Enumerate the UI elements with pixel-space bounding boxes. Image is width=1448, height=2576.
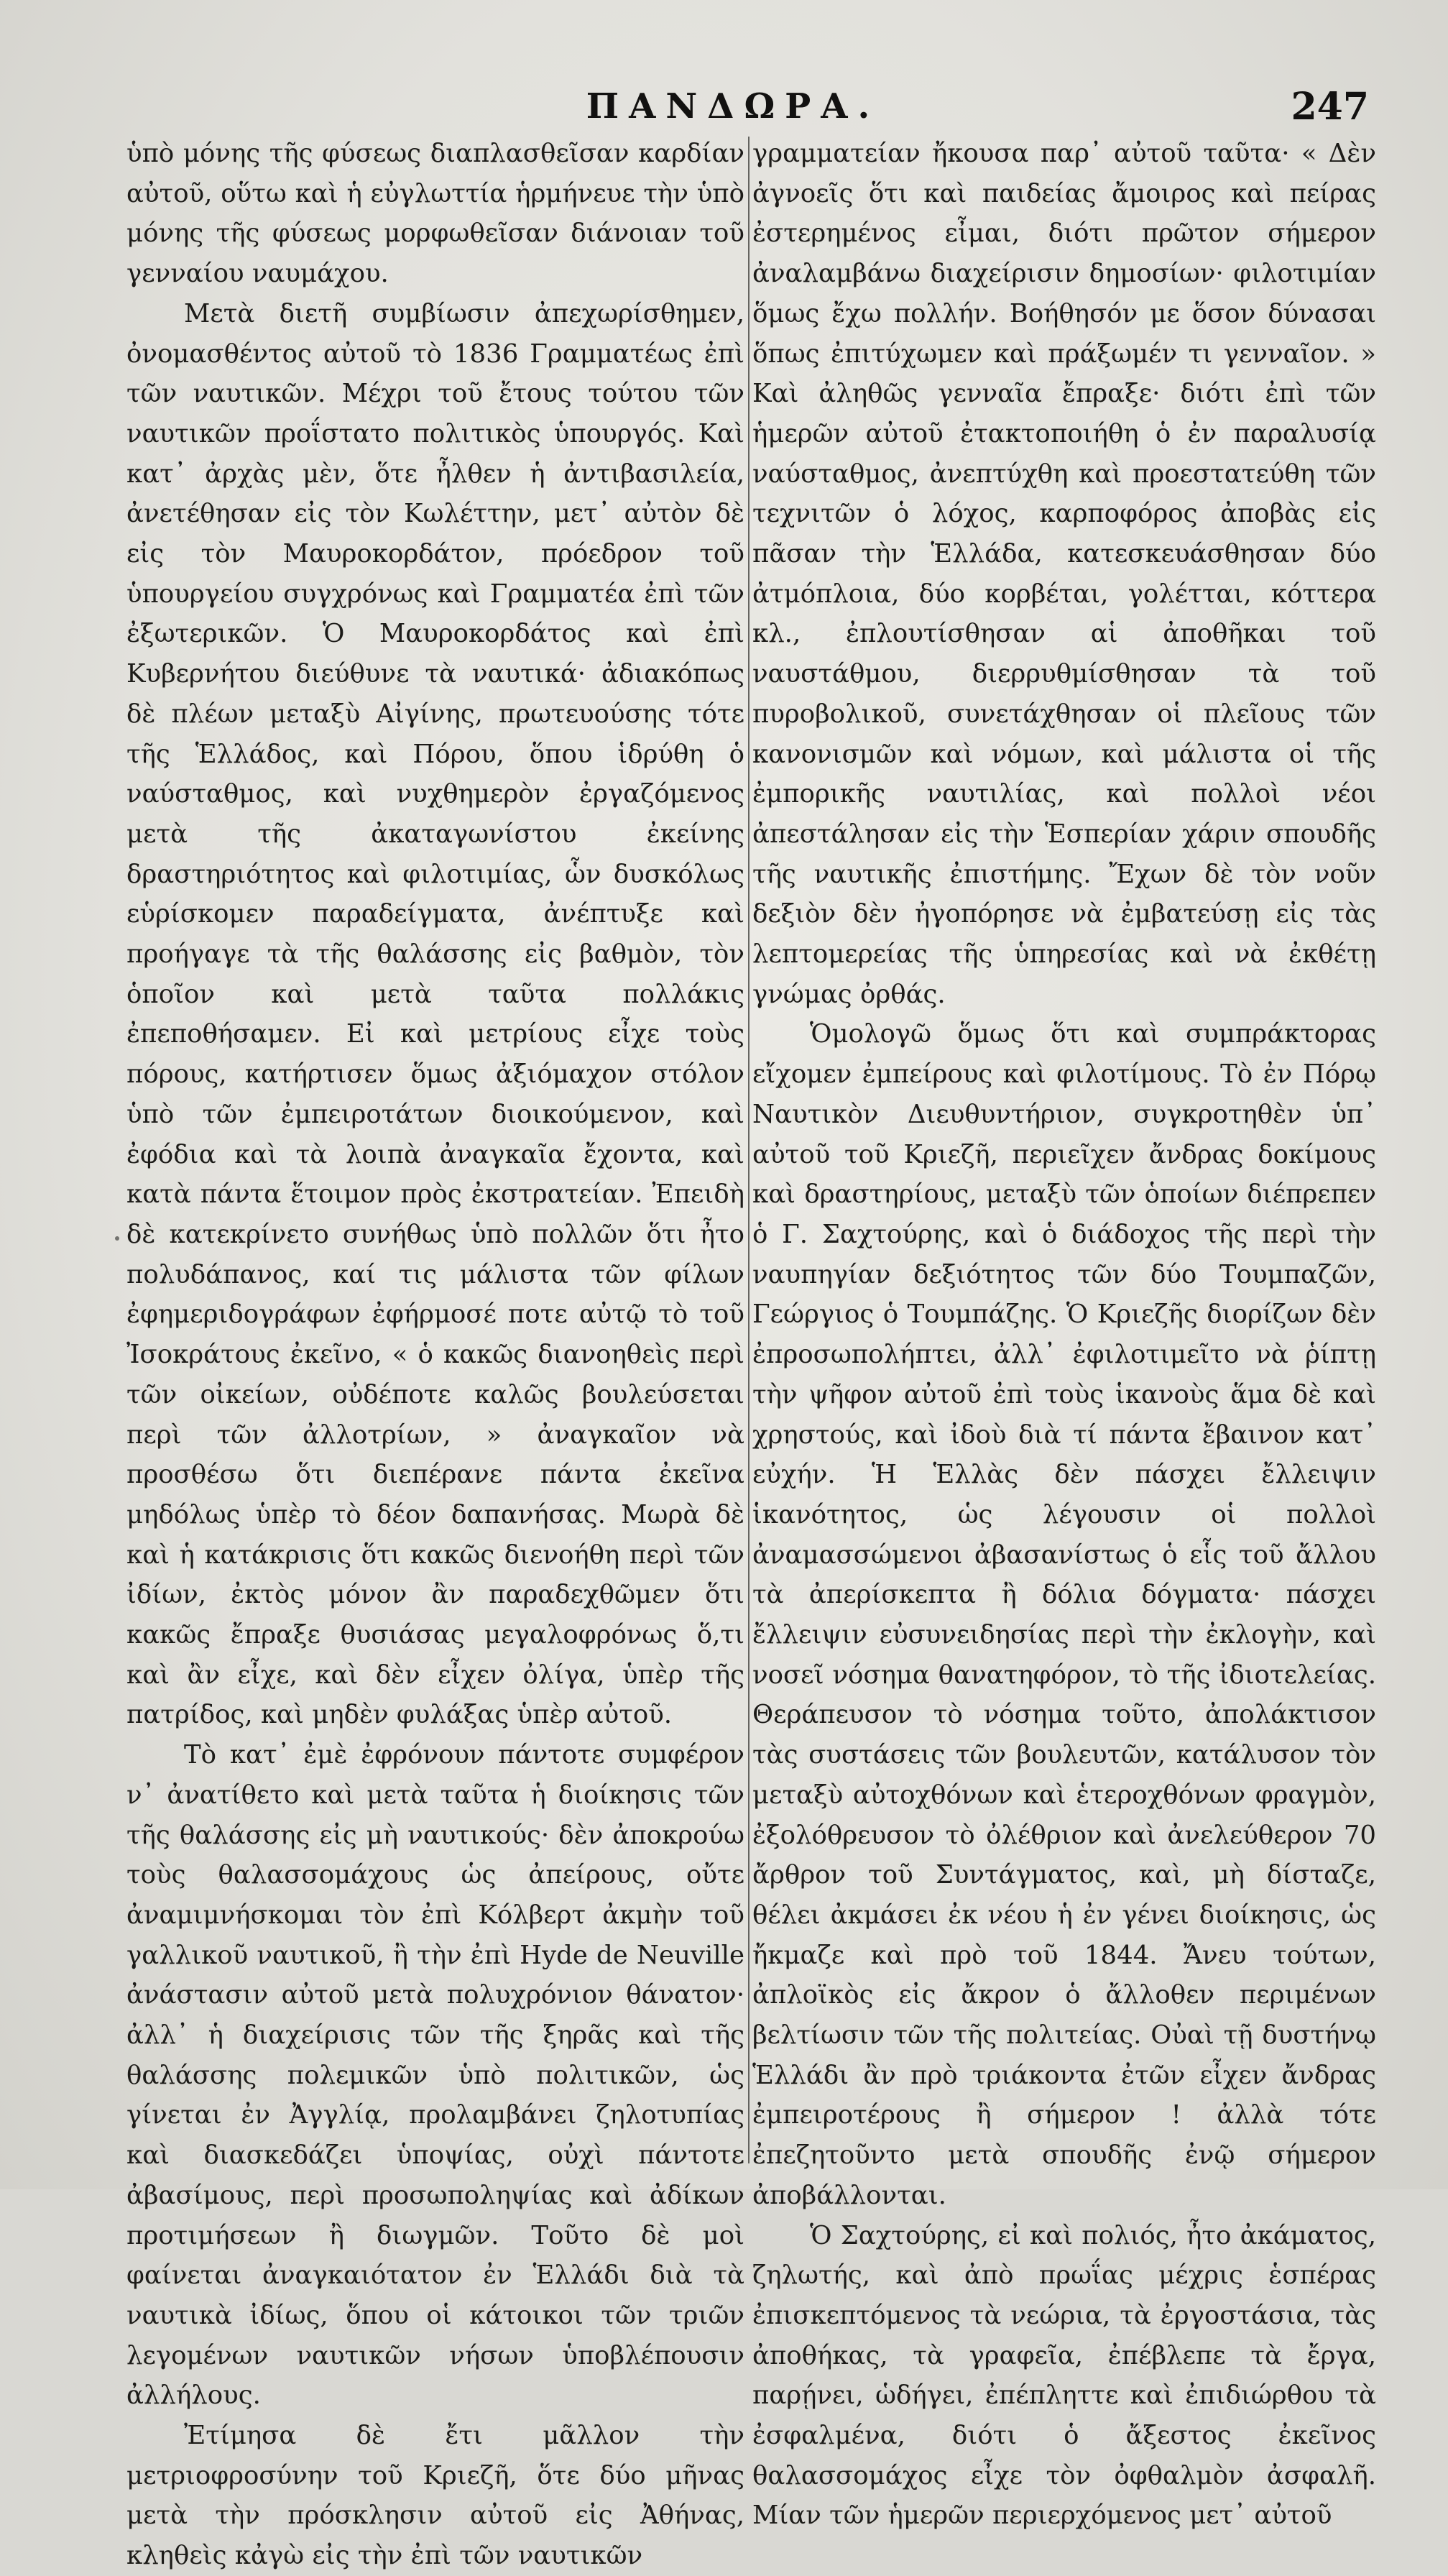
column-divider xyxy=(748,137,750,2163)
paragraph: Μετὰ διετῆ συμβίωσιν ἀπεχωρίσθημεν, ὀνομασθέντος αὐτοῦ τὸ 1836 Γραμματέως ἐπὶ τῶν ναυτικῶν. Μέχρι τοῦ ἔτους τούτου τῶν ναυτικῶν προΐστατο πολιτικὸς ὑπουργός. Καὶ κατ᾽ ἀρχὰς μὲν, ὅτε ἦλθεν ἡ ἀντιβασιλεία, ἀνετέθησαν εἰς τὸν Κωλέττην, μετ᾽ αὐτὸν δὲ εἰς τὸν Μαυροκορδάτον, πρόεδρον τοῦ ὑπουργείου συγχρόνως καὶ Γραμματέα ἐπὶ τῶν ἐξωτερικῶν. Ὁ Μαυροκορδάτος καὶ ἐπὶ Κυβερνήτου διεύθυνε τὰ ναυτικά· ἀδιακόπως δὲ πλέων μεταξὺ Αἰγίνης, πρωτευούσης τότε τῆς Ἑλλάδος, καὶ Πόρου, ὅπου ἱδρύθη ὁ ναύσταθμος, καὶ νυχθημερὸν ἐργαζόμενος μετὰ τῆς ἀκαταγωνίστου ἐκείνης δραστηριότητος καὶ φιλοτιμίας, ὧν δυσκόλως εὑρίσκομεν παραδείγματα, ἀνέπτυξε καὶ προήγαγε τὰ τῆς θαλάσσης εἰς βαθμὸν, τὸν ὁποῖον καὶ μετὰ ταῦτα πολλάκις ἐπεποθήσαμεν. Εἰ καὶ μετρίους εἶχε τοὺς πόρους, κατήρτισεν ὅμως ἀξιόμαχον στόλον ὑπὸ τῶν ἐμπειροτάτων διοικούμενον, καὶ ἐφόδια καὶ τὰ λοιπὰ ἀναγκαῖα ἔχοντα, καὶ κατὰ πάντα ἕτοιμον πρὸς ἐκστρατείαν. Ἐπειδὴ δὲ κατεκρίνετο συνήθως ὑπὸ πολλῶν ὅτι ἦτο πολυδάπανος, καί τις μάλιστα τῶν φίλων ἐφημεριδογράφων ἐφήρμοσέ ποτε αὐτῷ τὸ τοῦ Ἰσοκράτους ἐκεῖνο, « ὁ κακῶς διανοηθεὶς περὶ τῶν οἰκείων, οὐδέποτε καλῶς βουλεύσεται περὶ τῶν ἀλλοτρίων, » ἀναγκαῖον νὰ προσθέσω ὅτι διεπέρανε πάντα ἐκεῖνα μηδόλως ὑπὲρ τὸ δέον δαπανήσας. Μωρὰ δὲ καὶ ἡ κατάκρισις ὅτι κακῶς διενοήθη περὶ τῶν ἰδίων, ἐκτὸς μόνον ἂν παραδεχθῶμεν ὅτι κακῶς ἔπραξε θυσιάσας μεγαλοφρόνως ὅ,τι καὶ ἂν εἶχε, καὶ δὲν εἶχεν ὀλίγα, ὑπὲρ τῆς πατρίδος, καὶ μηδὲν φυλάξας ὑπὲρ αὐτοῦ. xyxy=(126,298,744,1730)
paragraph: Ἐτίμησα δὲ ἔτι μᾶλλον τὴν μετριοφροσύνην τοῦ Κριεζῆ, ὅτε δύο μῆνας μετὰ τὴν πρόσκλησιν αὐτοῦ εἰς Ἀθήνας, κληθεὶς κἀγὼ εἰς τὴν ἐπὶ τῶν ναυτικῶν xyxy=(126,2421,744,2571)
paragraph: Ὁμολογῶ ὅμως ὅτι καὶ συμπράκτορας εἴχομεν ἐμπείρους καὶ φιλοτίμους. Τὸ ἐν Πόρῳ Ναυτικὸν Διευθυντήριον, συγκροτηθὲν ὑπ᾽ αὐτοῦ τοῦ Κριεζῆ, περιεῖχεν ἄνδρας δοκίμους καὶ δραστηρίους, μεταξὺ τῶν ὁποίων διέπρεπεν ὁ Γ. Σαχτούρης, καὶ ὁ διάδοχος τῆς περὶ τὴν ναυπηγίαν δεξιότητος τῶν δύο Τουμπαζῶν, Γεώργιος ὁ Τουμπάζης. Ὁ Κριεζῆς διορίζων δὲν ἐπροσωπολήπτει, ἀλλ᾽ ἐφιλοτιμεῖτο νὰ ῥίπτῃ τὴν ψῆφον αὐτοῦ ἐπὶ τοὺς ἱκανοὺς ἅμα δὲ καὶ χρηστούς, καὶ ἰδοὺ διὰ τί πάντα ἔβαινον κατ᾽ εὐχήν. Ἡ Ἑλλὰς δὲν πάσχει ἔλλειψιν ἱκανότητος, ὡς λέγουσιν οἱ πολλοὶ ἀναμασσώμενοι ἀβασανίστως ὁ εἷς τοῦ ἄλλου τὰ ἀπερίσκεπτα ἢ δόλια δόγματα· πάσχει ἔλλειψιν εὐσυνειδησίας περὶ τὴν ἐκλογὴν, καὶ νοσεῖ νόσημα θανατηφόρον, τὸ τῆς ἰδιοτελείας. Θεράπευσον τὸ νόσημα τοῦτο, ἀπολάκτισον τὰς συστάσεις τῶν βουλευτῶν, κατάλυσον τὸν μεταξὺ αὐτοχθόνων καὶ ἑτεροχθόνων φραγμὸν, ἐξολόθρευσον τὸ ὀλέθριον καὶ ἀνελεύθερον 70 ἄρθρον τοῦ Συντάγματος, καὶ, μὴ δίσταζε, θέλει ἀκμάσει ἐκ νέου ἡ ἐν γένει διοίκησις, ὡς ἤκμαζε καὶ πρὸ τοῦ 1844. Ἄνευ τούτων, ἀπλοϊκὸς εἰς ἄκρον ὁ ἄλλοθεν περιμένων βελτίωσιν τῶν τῆς πολιτείας. Οὐαὶ τῇ δυστήνῳ Ἑλλάδι ἂν πρὸ τριάκοντα ἐτῶν εἶχεν ἄνδρας ἐμπειροτέρους ἢ σήμερον ! ἀλλὰ τότε ἐπεζητοῦντο μετὰ σπουδῆς ἐνῷ σήμερον ἀποβάλλονται. xyxy=(752,1019,1376,2210)
paragraph: Ὁ Σαχτούρης, εἰ καὶ πολιός, ἦτο ἀκάματος, ζηλωτής, καὶ ἀπὸ πρωΐας μέχρις ἑσπέρας ἐπισκεπτόμενος τὰ νεώρια, τὰ ἐργοστάσια, τὰς ἀποθήκας, τὰ γραφεῖα, ἐπέβλεπε τὰ ἔργα, παρῄνει, ὡδήγει, ἐπέπληττε καὶ ἐπιδιώρθου τὰ ἐσφαλμένα, διότι ὁ ἄξεστος ἐκεῖνος θαλασσομάχος εἶχε τὸν ὀφθαλμὸν ἀσφαλῆ. Μίαν τῶν ἡμερῶν περιερχόμενος μετ᾽ αὐτοῦ xyxy=(752,2220,1376,2531)
page-header xyxy=(0,78,1448,135)
paragraph: γραμματείαν ἤκουσα παρ᾽ αὐτοῦ ταῦτα· « Δὲν ἀγνοεῖς ὅτι καὶ παιδείας ἄμοιρος καὶ πείρας ἐστερημένος εἶμαι, διότι πρῶτον σήμερον ἀναλαμβάνω διαχείρισιν δημοσίων· φιλοτιμίαν ὅμως ἔχω πολλήν. Βοήθησόν με ὅσον δύνασαι ὅπως ἐπιτύχωμεν καὶ πράξωμέν τι γενναῖον. » Καὶ ἀληθῶς γενναῖα ἔπραξε· διότι ἐπὶ τῶν ἡμερῶν αὐτοῦ ἐτακτοποιήθη ὁ ἐν παραλυσίᾳ ναύσταθμος, ἀνεπτύχθη καὶ προεστατεύθη τῶν τεχνιτῶν ὁ λόχος, καρποφόρος ἀποβὰς εἰς πᾶσαν τὴν Ἑλλάδα, κατεσκευάσθησαν δύο ἀτμόπλοια, δύο κορβέται, γολέτται, κόττερα κλ., ἐπλουτίσθησαν αἱ ἀποθῆκαι τοῦ ναυστάθμου, διερρυθμίσθησαν τὰ τοῦ πυροβολικοῦ, συνετάχθησαν οἱ πλεῖους τῶν κανονισμῶν καὶ νόμων, καὶ μάλιστα οἱ τῆς ἐμπορικῆς ναυτιλίας, καὶ πολλοὶ νέοι ἀπεστάλησαν εἰς τὴν Ἑσπερίαν χάριν σπουδῆς τῆς ναυτικῆς ἐπιστήμης. Ἔχων δὲ τὸν νοῦν δεξιὸν δὲν ἠγοπόρησε νὰ ἐμβατεύσῃ εἰς τὰς λεπτομερείας τῆς ὑπηρεσίας καὶ νὰ ἐκθέτῃ γνώμας ὀρθάς. xyxy=(752,139,1376,1009)
running-title: ΠΑΝΔΩΡΑ. xyxy=(586,86,880,126)
right-column xyxy=(752,134,1376,2531)
paragraph: ὑπὸ μόνης τῆς φύσεως διαπλασθεῖσαν καρδίαν αὐτοῦ, οὕτω καὶ ἡ εὐγλωττία ἡρμήνευε τὴν ὑπὸ μόνης τῆς φύσεως μορφωθεῖσαν διάνοιαν τοῦ γενναίου ναυμάχου. xyxy=(126,139,744,289)
page-number: 247 xyxy=(1291,85,1369,129)
paragraph: Τὸ κατ᾽ ἐμὲ ἐφρόνουν πάντοτε συμφέρον ν᾽ ἀνατίθετο καὶ μετὰ ταῦτα ἡ διοίκησις τῶν τῆς θαλάσσης εἰς μὴ ναυτικούς· δὲν ἀποκρούω τοὺς θαλασσομάχους ὡς ἀπείρους, οὔτε ἀναμιμνήσκομαι τὸν ἐπὶ Κόλβερτ ἀκμὴν τοῦ γαλλικοῦ ναυτικοῦ, ἢ τὴν ἐπὶ Hyde de Neuville ἀνάστασιν αὐτοῦ μετὰ πολυχρόνιον θάνατον· ἀλλ᾽ ἡ διαχείρισις τῶν τῆς ξηρᾶς καὶ τῆς θαλάσσης πολεμικῶν ὑπὸ πολιτικῶν, ὡς γίνεται ἐν Ἀγγλίᾳ, προλαμβάνει ζηλοτυπίας καὶ διασκεδάζει ὑποψίας, οὐχὶ πάντοτε ἀβασίμους, περὶ προσωποληψίας καὶ ἀδίκων προτιμήσεων ἢ διωγμῶν. Τοῦτο δὲ μοὶ φαίνεται ἀναγκαιότατον ἐν Ἑλλάδι διὰ τὰ ναυτικὰ ἰδίως, ὅπου οἱ κάτοικοι τῶν τριῶν λεγομένων ναυτικῶν νήσων ὑποβλέπουσιν ἀλλήλους. xyxy=(126,1740,744,2411)
left-column xyxy=(126,134,744,2571)
ink-speck xyxy=(115,1236,119,1241)
